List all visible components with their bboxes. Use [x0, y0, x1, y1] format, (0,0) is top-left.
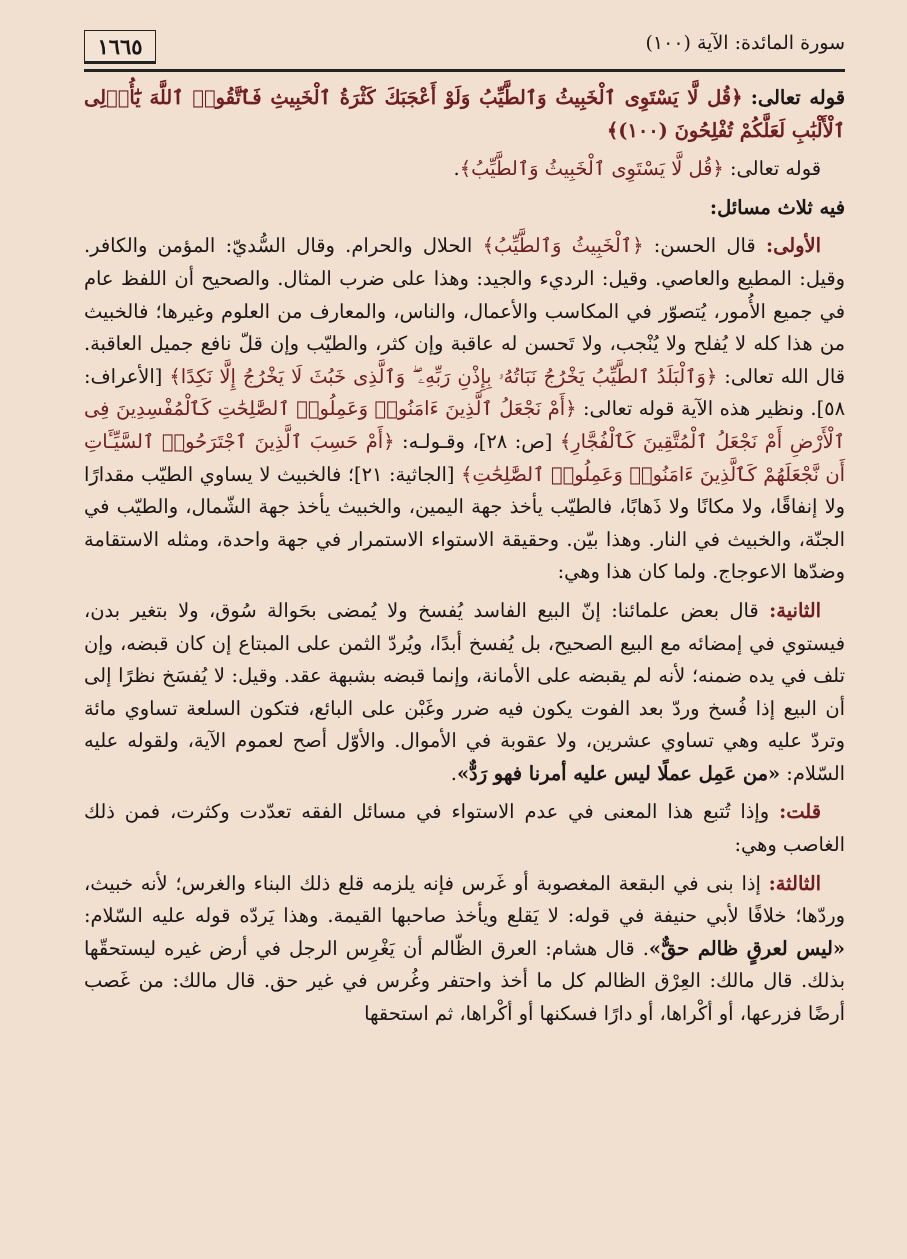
verse-paragraph — [84, 82, 845, 147]
first-text-3: [الأعراف: ٥٨]. ونظير هذه الآية قوله تعالى: — [84, 364, 845, 421]
page-header — [84, 26, 845, 74]
second-end: . — [450, 761, 457, 785]
first-issue-label: الأولى: — [765, 234, 821, 258]
first-text-4: [ص: ٢٨]، وقـولـه: — [402, 429, 553, 453]
second-issue-paragraph — [84, 595, 845, 791]
issues-heading: فيه ثلاث مسائل: — [709, 195, 845, 219]
third-issue-label: الثالثة: — [768, 871, 821, 895]
third-hadith: «ليس لعرقٍ ظالم حقٌّ» — [648, 936, 845, 960]
first-quote-1: ﴿ٱلْخَبِيثُ وَٱلطَّيِّبُ﴾ — [482, 234, 644, 258]
running-title: سورة المائدة: الآية (١٠٠) — [645, 32, 845, 54]
second-text-1: قال بعض علمائنا: إنّ البيع الفاسد يُفسخ ولا يُمضى بحَوالة سُوق، ولا بتغير بدن، فيستوي في إمضائه مع البيع الصحيح، بل يُفسخ أبدًا، ويُردّ الثمن على المبتاع إن كان قبضه، وإن تلف في يده ضمنه؛ لأنه لم يقبضه على الأمانة، وإنما قبضه بشبهة عقد. وقيل: لا يُفسَخ نظرًا إلى أن البيع إذا فُسخ وردّ بعد الفوت يكون فيه ضرر وغَبْن على البائع، فتكون السلعة تساوي مائة وتردّ عليه وهي تساوي عشرين، ولا عقوبة في الأموال. والأوّل أصح لعموم الآية، ولقوله عليه السّلام: — [84, 598, 845, 785]
first-quote-3: ﴿أَمْ نَجْعَلُ ٱلَّذِينَ ءَامَنُوا۟ وَعَمِلُوا۟ ٱلصَّٰلِحَٰتِ كَٱلْمُفْسِدِينَ فِى ٱلْأَرْضِ أَمْ نَجْعَلُ ٱلْمُتَّقِينَ كَٱلْفُجَّارِ﴾ — [84, 397, 845, 453]
first-text-1: قال الحسن: — [653, 234, 756, 258]
intro-end: . — [453, 157, 460, 181]
first-quote-2: ﴿وَٱلْبَلَدُ ٱلطَّيِّبُ يَخْرُجُ نَبَاتُهُۥ بِإِذْنِ رَبِّهِۦ ۖ وَٱلَّذِى خَبُثَ لَا يَخْرُجُ إِلَّا نَكِدًا﴾ — [169, 364, 718, 388]
first-text-5: [الجاثية: ٢١]؛ فالخبيث لا يساوي الطيّب مقدارًا ولا إنفاقًا، ولا مكانًا ولا ذَهابًا، فالطيّب يأخذ جهة اليمين، والخبيث يأخذ جهة الشّمال، والطيّب في الجنّة، والخبيث في النار. وهذا بيّن. وحقيقة الاستواء الاستمرار في جهة واحدة، ومثله الاستقامة وضدّها الاعوجاج. ولما كان هذا وهي: — [84, 462, 845, 584]
second-hadith: «من عَمِل عملًا ليس عليه أمرنا فهو رَدٌّ» — [456, 761, 781, 785]
verse-text: ﴿قُل لَّا يَسْتَوِى ٱلْخَبِيثُ وَٱلطَّيِّبُ وَلَوْ أَعْجَبَكَ كَثْرَةُ ٱلْخَبِيثِ فَٱتَّقُوا۟ ٱللَّهَ يَٰٓأُو۟لِى ٱلْأَلْبَٰبِ لَعَلَّكُمْ تُفْلِحُونَ (١٠٠)﴾ — [84, 86, 845, 142]
qultu-text: وإذا تُتبع هذا المعنى في عدم الاستواء في مسائل الفقه تعدّدت وكثرت، فمن ذلك الغاصب وهي: — [84, 800, 845, 857]
header-rule — [84, 69, 845, 72]
qultu-paragraph — [84, 796, 845, 861]
page-number: ١٦٦٥ — [84, 30, 156, 64]
page-body — [84, 82, 845, 1031]
first-issue-paragraph — [84, 230, 845, 589]
intro-label: قوله تعالى: — [729, 157, 821, 181]
second-issue-label: الثانية: — [769, 598, 821, 622]
verse-label: قوله تعالى: — [750, 86, 846, 109]
first-quote-4: ﴿أَمْ حَسِبَ ٱلَّذِينَ ٱجْتَرَحُوا۟ ٱلسَّيِّـَٔاتِ أَن نَّجْعَلَهُمْ كَٱلَّذِينَ ءَامَنُوا۟ وَعَمِلُوا۟ ٱلصَّٰلِحَٰتِ﴾ — [84, 429, 846, 486]
first-text-2: الحلال والحرام. وقال السُّديّ: المؤمن والكافر. وقيل: المطيع والعاصي. وقيل: الرديء والجيد: وهذا على ضرب المثال. والصحيح أن اللفظ عام في جميع الأُمور، يُتصوّر في المكاسب والأعمال، والناس، والمعارف من العلوم وغيرها؛ فالخبيث من هذا كله لا يُفلح ولا يُنْجب، ولا تَحسن له عاقبة وإن كثر، والطيّب وإن قلّ نافع جميل العاقبة. قال الله تعالى: — [84, 234, 846, 388]
third-text-2: . قال هشام: العرق الظّالم أن يَغْرِس الرجل في أرض غيره ليستحقّها بذلك. قال مالك: العِرْق الظالم كل ما أخذ واحتفر وغُرس في غير حق. قال مالك: من غَصب أرضًا فزرعها، أو أكْراها، أو دارًا فسكنها أو أكْراها، ثم استحقها — [84, 936, 845, 1026]
third-issue-paragraph — [84, 868, 845, 1031]
intro-paragraph — [84, 153, 845, 186]
third-text-1: إذا بنى في البقعة المغصوبة أو غَرس فإنه يلزمه قلع ذلك البناء والغرس؛ لأنه خبيث، وردّها؛ خلافًا لأبي حنيفة في قوله: لا يَقلع ويأخذ صاحبها القيمة. وهذا يَردّه قوله عليه السّلام: — [84, 871, 845, 928]
intro-quote: ﴿قُل لَّا يَسْتَوِى ٱلْخَبِيثُ وَٱلطَّيِّبُ﴾ — [459, 157, 724, 181]
qultu-label: قلت: — [779, 800, 821, 824]
